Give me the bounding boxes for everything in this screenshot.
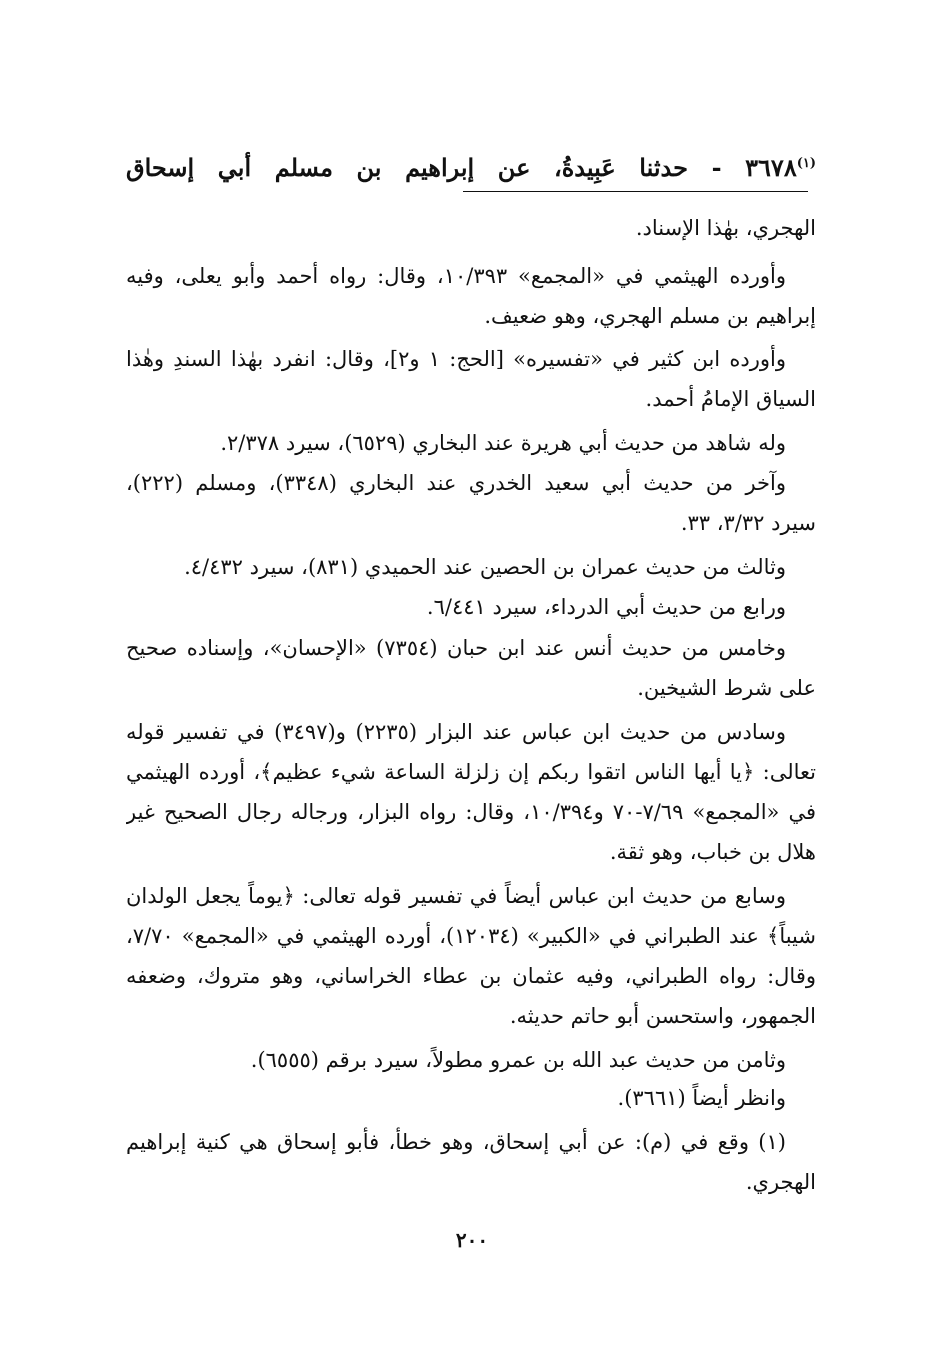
footnote-line: (١) وقع في (م): عن أبي إسحاق، وهو خطأ، فأبو إسحاق هي كنية إبراهيم — [126, 1130, 786, 1154]
heading-underline — [463, 191, 808, 192]
commentary-line: وقال: رواه الطبراني، وفيه عثمان بن عطاء الخراساني، وهو متروك، وضعفه — [126, 964, 816, 988]
commentary-line: وآخر من حديث أبي سعيد الخدري عند البخاري (٣٣٤٨)، ومسلم (٢٢٢)، — [126, 471, 786, 495]
commentary-line: سيرد ٣/٣٢، ٣٣. — [680, 511, 816, 535]
commentary-line: شيباً﴾ عند الطبراني في «الكبير» (١٢٠٣٤)، أورده الهيثمي في «المجمع» ٧/٧٠، — [126, 924, 816, 948]
commentary-line: الجمهور، واستحسن أبو حاتم حديثه. — [509, 1004, 816, 1028]
commentary-line: الهجري، بهٰذا الإسناد. — [635, 216, 816, 240]
commentary-line: في «المجمع» ٧/٦٩-٧٠ و١٠/٣٩٤، وقال: رواه البزار، ورجاله رجال الصحيح غير — [126, 800, 816, 824]
hadith-text: ٣٦٧٨ - حدثنا عَبِيدةُ، عن إبراهيم بن مسلم أبي إسحاق — [126, 153, 797, 182]
commentary-line: وثالث من حديث عمران بن الحصين عند الحميدي (٨٣١)، سيرد ٤/٤٣٢. — [184, 555, 786, 579]
commentary-line: وسابع من حديث ابن عباس أيضاً في تفسير قوله تعالى: ﴿يوماً يجعل الولدان — [126, 884, 786, 908]
commentary-line: ورابع من حديث أبي الدرداء، سيرد ٦/٤٤١. — [426, 595, 786, 619]
commentary-line: وانظر أيضاً (٣٦٦١). — [617, 1086, 786, 1110]
footnote-line: الهجري. — [745, 1170, 816, 1194]
commentary-line: وأورده ابن كثير في «تفسيره» [الحج: ١ و٢]، وقال: انفرد بهٰذا السندِ وهٰذا — [126, 347, 786, 371]
hadith-heading — [126, 144, 816, 184]
commentary-line: السياق الإمامُ أحمد. — [645, 387, 816, 411]
commentary-line: على شرط الشيخين. — [637, 676, 816, 700]
commentary-line: وأورده الهيثمي في «المجمع» ١٠/٣٩٣، وقال: رواه أحمد وأبو يعلى، وفيه — [126, 264, 786, 288]
page-number: ٢٠٠ — [455, 1228, 489, 1252]
commentary-line: وله شاهد من حديث أبي هريرة عند البخاري (٦٥٢٩)، سيرد ٢/٣٧٨. — [220, 431, 786, 455]
commentary-line: تعالى: ﴿يا أيها الناس اتقوا ربكم إن زلزلة الساعة شيء عظيم﴾، أورده الهيثمي — [126, 760, 816, 784]
commentary-line: وسادس من حديث ابن عباس عند البزار (٢٢٣٥) و(٣٤٩٧) في تفسير قوله — [126, 720, 786, 744]
footnote-marker: (١) — [796, 156, 816, 171]
commentary-line: هلال بن خباب، وهو ثقة. — [609, 840, 816, 864]
commentary-line: وثامن من حديث عبد الله بن عمرو مطولاً، سيرد برقم (٦٥٥٥). — [250, 1048, 786, 1072]
commentary-line: وخامس من حديث أنس عند ابن حبان (٧٣٥٤) «الإحسان»، وإسناده صحيح — [126, 636, 786, 660]
commentary-line: إبراهيم بن مسلم الهجري، وهو ضعيف. — [484, 304, 816, 328]
